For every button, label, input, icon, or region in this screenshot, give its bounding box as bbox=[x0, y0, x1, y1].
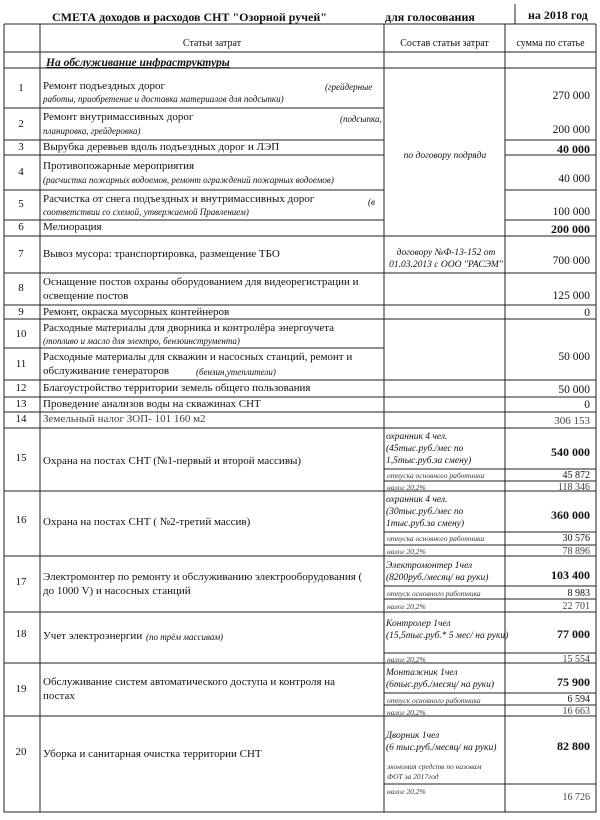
row-title: Оснащение постов охраны оборудованием для видеорегистрации и bbox=[43, 276, 359, 288]
row-title: до 1000 V) и насосных станций bbox=[43, 585, 191, 597]
sub-label: налог 20,2% bbox=[387, 602, 426, 611]
row-title: Ремонт, окраска мусорных контейнеров bbox=[43, 306, 230, 318]
row-note: (грейдерные bbox=[325, 82, 373, 92]
row-title: обслуживание генераторов bbox=[43, 365, 170, 377]
row-note: (расчистка пожарных водоемов, ремонт ограждений пожарных водоемов) bbox=[43, 175, 334, 185]
row-title: Расчистка от снега подъездных и внутримассивных дорог bbox=[43, 193, 315, 205]
row-amount: 0 bbox=[584, 399, 590, 411]
row-title: постах bbox=[43, 690, 75, 702]
composition-line: охранник 4 чел. bbox=[386, 495, 448, 505]
row-title: Проведение анализов воды на скважинах СНТ bbox=[43, 398, 261, 410]
composition-line: 1тыс.руб.за смену) bbox=[386, 519, 465, 529]
composition-line: Дворник 1чел bbox=[386, 731, 440, 741]
row-number: 20 bbox=[15, 746, 27, 758]
composition-line: (6 тыс.руб./месяц/ на руки) bbox=[386, 743, 497, 753]
row-amount: 540 000 bbox=[551, 445, 590, 459]
document-title: СМЕТА доходов и расходов СНТ "Озорной ручей" bbox=[52, 10, 327, 24]
row-title: Вывоз мусора: транспортировка, размещение ТБО bbox=[43, 248, 280, 260]
row-note: (по трём массивам) bbox=[146, 632, 224, 642]
sub-label: налог 20,2% bbox=[387, 787, 426, 796]
row-note: соответствии со схемой, утвержаемой Правлением) bbox=[43, 207, 249, 217]
row-note: (в bbox=[368, 197, 375, 207]
composition-line: (30тыс.руб./мес по bbox=[386, 507, 464, 517]
sub-amount: 15 554 bbox=[562, 654, 590, 665]
row-title: Ремонт внутримассивных дорог bbox=[43, 111, 194, 123]
sub-label: отпуск основного работника bbox=[387, 696, 481, 705]
row-title: Расходные материалы для скважин и насосных станций, ремонт и bbox=[43, 351, 353, 363]
row-number: 2 bbox=[18, 118, 24, 130]
composition-line: (6тыс.руб./месяц/ на руки) bbox=[386, 680, 495, 690]
row-number: 13 bbox=[15, 398, 27, 410]
column-header-amount: сумма по статье bbox=[516, 38, 585, 49]
sub-amount: 16 663 bbox=[562, 706, 590, 717]
sub-label: ФОТ за 2017год bbox=[387, 772, 439, 781]
row-note: планировка, грейдеровка) bbox=[43, 126, 141, 136]
voting-label: для голосования bbox=[385, 10, 475, 24]
sub-label: отпуска основного работника bbox=[387, 471, 485, 480]
year-label: на 2018 год bbox=[528, 8, 588, 22]
row-number: 15 bbox=[15, 452, 27, 464]
sub-amount: 45 872 bbox=[562, 470, 590, 481]
row-amount: 75 900 bbox=[557, 675, 590, 689]
row-title: Уборка и санитарная очистка территории СНТ bbox=[43, 748, 262, 760]
row-note: (подсыпка, bbox=[340, 114, 382, 124]
row-amount: 40 000 bbox=[557, 142, 590, 156]
contract-note: по договору подряда bbox=[403, 151, 487, 161]
row-number: 19 bbox=[15, 683, 27, 695]
row-title: Мелиорация bbox=[43, 221, 102, 233]
row-number: 14 bbox=[15, 413, 27, 425]
row-amount: 200 000 bbox=[551, 222, 590, 236]
row-title: Обслуживание систем автоматического доступа и контроля на bbox=[43, 676, 336, 688]
row-amount: 200 000 bbox=[552, 124, 590, 136]
row-number: 8 bbox=[18, 282, 24, 294]
row-title: освещение постов bbox=[43, 290, 129, 302]
row-number: 7 bbox=[18, 248, 24, 260]
column-header-composition: Состав статьи затрат bbox=[400, 38, 489, 49]
composition-line: Монтажник 1чел bbox=[386, 668, 458, 678]
row-amount: 306 153 bbox=[554, 415, 590, 427]
garbage-contract-line1: договору №Ф-13-152 от bbox=[396, 248, 496, 258]
row-title: Учет электроэнергии bbox=[43, 630, 143, 642]
row-amount: 0 bbox=[584, 307, 590, 319]
row-note: работы, приобретение и доставка материалов для подсыпки) bbox=[43, 94, 284, 104]
garbage-contract-line2: 01.03.2013 с ООО "РАСЭМ" bbox=[389, 260, 503, 270]
row-amount: 100 000 bbox=[552, 206, 590, 218]
row-title: Земельный налог ЗОП- 101 160 м2 bbox=[43, 413, 206, 425]
column-header-items: Статьи затрат bbox=[182, 38, 242, 49]
composition-line: Электромонтер 1чел bbox=[386, 561, 473, 571]
row-title: Ремонт подъездных дорог bbox=[43, 80, 166, 92]
row-title: Охрана на постах СНТ ( №2-третий массив) bbox=[43, 516, 251, 528]
row-number: 3 bbox=[18, 141, 24, 153]
row-number: 1 bbox=[18, 82, 24, 94]
sub-label: налог 20,2% bbox=[387, 708, 426, 717]
sub-label: отпуск основного работника bbox=[387, 589, 481, 598]
row-note: (топливо и масло для электро, бензоинструмента) bbox=[43, 336, 240, 346]
sub-label: налог 20,2% bbox=[387, 547, 426, 556]
row-amount: 125 000 bbox=[552, 290, 590, 302]
row-number: 9 bbox=[18, 306, 24, 318]
row-note: (бензин,утеплители) bbox=[196, 367, 276, 377]
row-amount: 360 000 bbox=[551, 508, 590, 522]
row-number: 17 bbox=[15, 576, 27, 588]
composition-line: Контролер 1чел bbox=[386, 619, 451, 629]
composition-line: 1,5тыс.руб.за смену) bbox=[386, 456, 472, 466]
row-amount: 103 400 bbox=[551, 568, 590, 582]
row-number: 4 bbox=[18, 166, 24, 178]
sub-amount: 22 701 bbox=[562, 601, 590, 612]
sub-amount: 30 576 bbox=[562, 533, 590, 544]
row-number: 12 bbox=[15, 382, 27, 394]
composition-line: (45тыс.руб./мес по bbox=[386, 444, 464, 454]
row-title: Электромонтер по ремонту и обслуживанию электрооборудования ( bbox=[43, 571, 363, 583]
row-amount: 700 000 bbox=[552, 255, 590, 267]
row-title: Благоустройство территории земель общего пользования bbox=[43, 382, 311, 394]
row-number: 10 bbox=[15, 328, 27, 340]
composition-line: (8200руб./месяц/ на руки) bbox=[386, 573, 489, 583]
sub-amount: 16 726 bbox=[562, 792, 590, 803]
sub-amount: 8 983 bbox=[567, 588, 590, 599]
row-number: 16 bbox=[15, 514, 27, 526]
row-number: 5 bbox=[18, 198, 24, 210]
row-title: Противопожарные мероприятия bbox=[43, 160, 195, 172]
row-amount: 50 000 bbox=[558, 384, 590, 396]
section-heading: На обслуживание инфраструктуры bbox=[46, 57, 230, 69]
sub-label: отпуска основного работника bbox=[387, 534, 485, 543]
row-number: 11 bbox=[15, 358, 27, 370]
composition-line: охранник 4 чел. bbox=[386, 432, 448, 442]
composition-line: (15,5тыс.руб.* 5 мес/ на руки) bbox=[386, 631, 509, 641]
row-amount: 77 000 bbox=[557, 627, 590, 641]
row-amount: 40 000 bbox=[558, 173, 590, 185]
row-title: Вырубка деревьев вдоль подъездных дорог и ЛЭП bbox=[43, 141, 280, 153]
row-title: Охрана на постах СНТ (№1-первый и второй массивы) bbox=[43, 455, 302, 467]
row-amount: 82 800 bbox=[557, 739, 590, 753]
sub-amount: 6 594 bbox=[567, 694, 590, 705]
sub-label: налог 20,2% bbox=[387, 655, 426, 664]
sub-label: экономия средств по назовам bbox=[387, 762, 482, 771]
row-title: Расходные материалы для дворника и контролёра энергоучета bbox=[43, 322, 335, 334]
sub-amount: 118 346 bbox=[557, 482, 590, 493]
sub-amount: 78 896 bbox=[562, 546, 590, 557]
row-number: 6 bbox=[18, 221, 24, 233]
row-number: 18 bbox=[15, 628, 27, 640]
row-amount: 50 000 bbox=[558, 351, 590, 363]
row-amount: 270 000 bbox=[552, 90, 590, 102]
sub-label: налог 20,2% bbox=[387, 483, 426, 492]
